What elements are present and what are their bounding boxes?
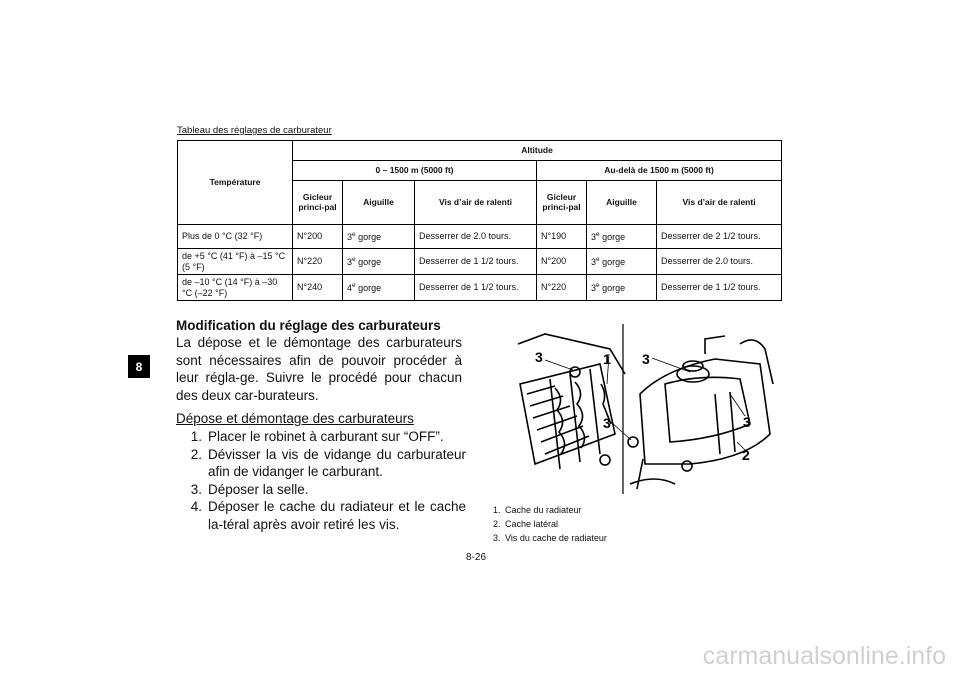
list-item: 2. Cache latéral [493, 519, 559, 529]
intro-paragraph: La dépose et le démontage des carburateurs sont nécessaires afin de pouvoir procéder à leur régla-ge. Suivre le procédé pour chacun des deux car-burateurs. [176, 335, 462, 403]
cell-needle: 4e gorge [343, 275, 415, 301]
cell-temperature: de –10 °C (14 °F) à –30 °C (–22 °F) [178, 275, 293, 301]
procedure-subheading: Dépose et démontage des carburateurs [176, 411, 414, 426]
cell-screw: Desserrer de 2 1/2 tours. [657, 225, 782, 249]
header-altitude: Altitude [293, 141, 782, 161]
carburetor-settings-table [177, 140, 782, 301]
cell-needle: 3e gorge [343, 225, 415, 249]
cell-jet: N°240 [293, 275, 343, 301]
list-item: 3. Déposer la selle. [190, 481, 309, 497]
table-row [178, 275, 782, 301]
callout-label: 3 [642, 351, 650, 367]
cell-needle: 3e gorge [587, 275, 657, 301]
cell-jet: N°200 [537, 249, 587, 275]
subheader-screw-1: Vis d’air de ralenti [415, 181, 537, 225]
list-item: 1. Cache du radiateur [493, 505, 582, 515]
cell-temperature: Plus de 0 °C (32 °F) [178, 225, 293, 249]
subheader-needle-2: Aiguille [587, 181, 657, 225]
list-item: 4. Déposer le cache du radiateur et le cache la-téral après avoir retiré les vis. [190, 499, 466, 532]
cell-jet: N°220 [293, 249, 343, 275]
radiator-cover-illustration [515, 324, 777, 494]
cell-screw: Desserrer de 2.0 tours. [657, 249, 782, 275]
cell-screw: Desserrer de 1 1/2 tours. [657, 275, 782, 301]
cell-temperature: de +5 °C (41 °F) à –15 °C (5 °F) [178, 249, 293, 275]
subheader-screw-2: Vis d’air de ralenti [657, 181, 782, 225]
header-temperature: Température [178, 141, 293, 225]
callout-label: 3 [535, 349, 543, 365]
callout-label: 2 [742, 447, 750, 463]
subheader-needle-1: Aiguille [343, 181, 415, 225]
cell-screw: Desserrer de 2.0 tours. [415, 225, 537, 249]
callout-label: 1 [603, 351, 611, 367]
cell-screw: Desserrer de 1 1/2 tours. [415, 249, 537, 275]
list-item: 3. Vis du cache de radiateur [493, 533, 607, 543]
watermark: carmanualsonline.info [702, 642, 946, 670]
cell-jet: N°190 [537, 225, 587, 249]
subheader-jet-2: Gicleur princi-pal [537, 181, 587, 225]
cell-needle: 3e gorge [587, 225, 657, 249]
cell-screw: Desserrer de 1 1/2 tours. [415, 275, 537, 301]
table-row [178, 249, 782, 275]
figure-legend [493, 503, 607, 545]
callout-label: 3 [603, 415, 611, 431]
cell-needle: 3e gorge [587, 249, 657, 275]
section-tab: 8 [128, 355, 150, 378]
header-alt-low: 0 – 1500 m (5000 ft) [293, 161, 537, 181]
callout-label: 3 [743, 414, 751, 430]
cell-jet: N°220 [537, 275, 587, 301]
table-row [178, 225, 782, 249]
cell-needle: 3e gorge [343, 249, 415, 275]
cell-jet: N°200 [293, 225, 343, 249]
list-item: 1. Placer le robinet à carburant sur “OFF”. [190, 429, 444, 444]
list-item: 2. Dévisser la vis de vidange du carburateur afin de vidanger le carburant. [190, 446, 466, 479]
table-caption: Tableau des réglages de carburateur [177, 125, 332, 136]
procedure-steps [176, 428, 466, 533]
subheader-jet-1: Gicleur princi-pal [293, 181, 343, 225]
page-number: 8-26 [466, 552, 487, 563]
section-heading: Modification du réglage des carburateurs [176, 318, 441, 333]
header-alt-high: Au-delà de 1500 m (5000 ft) [537, 161, 782, 181]
